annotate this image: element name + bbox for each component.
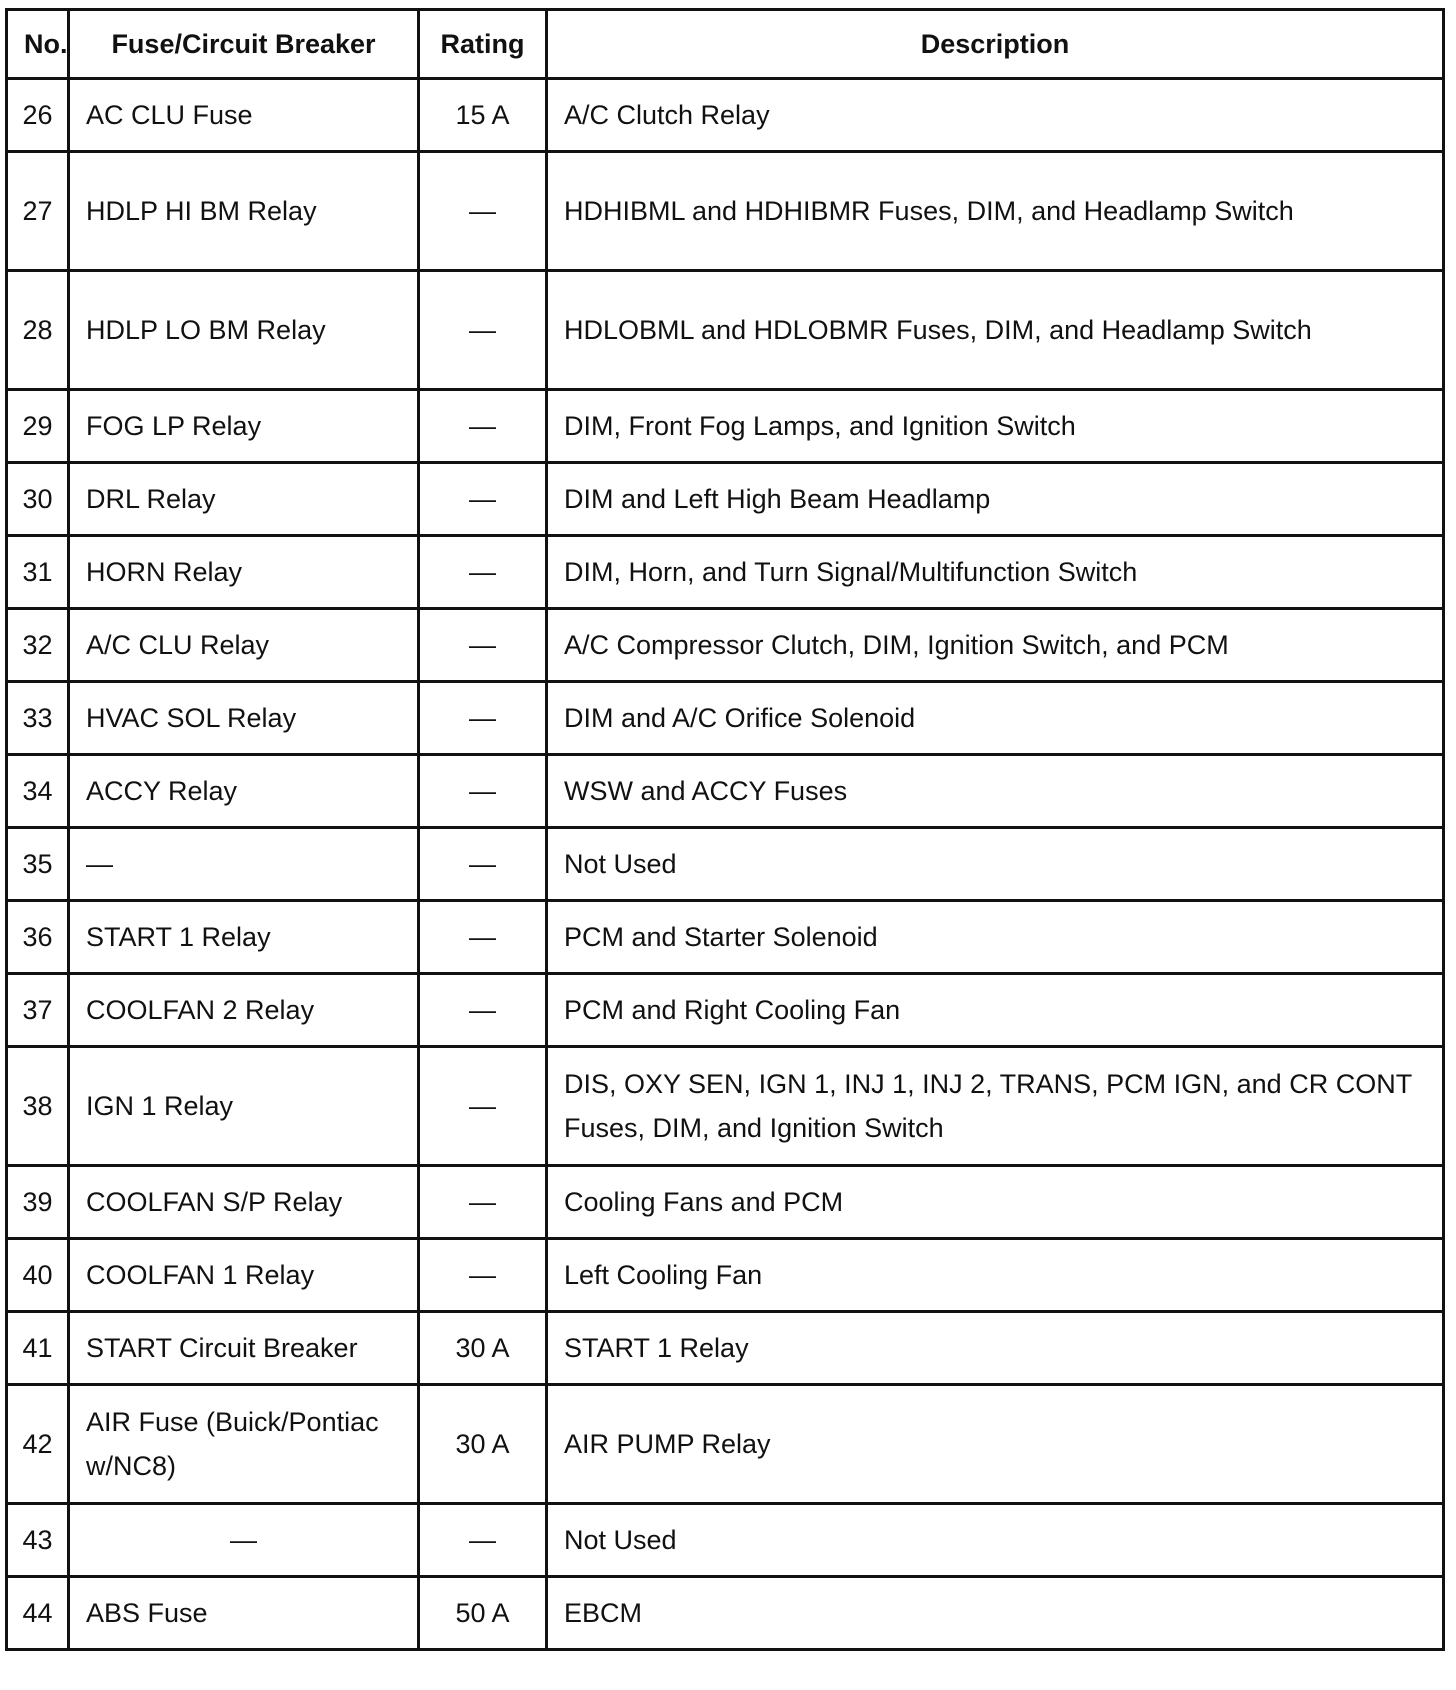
cell-description: DIM, Front Fog Lamps, and Ignition Switch xyxy=(547,390,1444,463)
cell-no: 33 xyxy=(7,682,69,755)
cell-rating: — xyxy=(419,1047,547,1166)
table-row xyxy=(7,1047,1444,1166)
cell-description: Not Used xyxy=(547,828,1444,901)
cell-fuse: HVAC SOL Relay xyxy=(69,682,419,755)
cell-fuse: AC CLU Fuse xyxy=(69,79,419,152)
cell-fuse: — xyxy=(69,1504,419,1577)
table-row xyxy=(7,609,1444,682)
cell-no: 36 xyxy=(7,901,69,974)
cell-no: 37 xyxy=(7,974,69,1047)
cell-fuse: ACCY Relay xyxy=(69,755,419,828)
cell-no: 44 xyxy=(7,1577,69,1650)
table-row xyxy=(7,901,1444,974)
cell-rating: — xyxy=(419,271,547,390)
table-row xyxy=(7,390,1444,463)
cell-no: 35 xyxy=(7,828,69,901)
table-row xyxy=(7,1166,1444,1239)
cell-description: Cooling Fans and PCM xyxy=(547,1166,1444,1239)
cell-description: HDHIBML and HDHIBMR Fuses, DIM, and Headlamp Switch xyxy=(547,152,1444,271)
table-row xyxy=(7,1504,1444,1577)
cell-no: 41 xyxy=(7,1312,69,1385)
cell-description: AIR PUMP Relay xyxy=(547,1385,1444,1504)
cell-rating: — xyxy=(419,755,547,828)
cell-fuse: — xyxy=(69,828,419,901)
cell-rating: 50 A xyxy=(419,1577,547,1650)
cell-rating: — xyxy=(419,682,547,755)
table-row xyxy=(7,536,1444,609)
cell-fuse: HDLP HI BM Relay xyxy=(69,152,419,271)
cell-fuse: FOG LP Relay xyxy=(69,390,419,463)
table-header-row xyxy=(7,10,1444,79)
cell-no: 31 xyxy=(7,536,69,609)
cell-description: HDLOBML and HDLOBMR Fuses, DIM, and Headlamp Switch xyxy=(547,271,1444,390)
cell-rating: — xyxy=(419,390,547,463)
table-row xyxy=(7,463,1444,536)
cell-no: 29 xyxy=(7,390,69,463)
table-row xyxy=(7,152,1444,271)
cell-no: 28 xyxy=(7,271,69,390)
cell-description: Left Cooling Fan xyxy=(547,1239,1444,1312)
header-fuse: Fuse/Circuit Breaker xyxy=(69,10,419,79)
table-row xyxy=(7,682,1444,755)
cell-rating: — xyxy=(419,1239,547,1312)
cell-rating: 30 A xyxy=(419,1385,547,1504)
cell-rating: — xyxy=(419,463,547,536)
cell-description: Not Used xyxy=(547,1504,1444,1577)
cell-rating: — xyxy=(419,1166,547,1239)
cell-rating: 15 A xyxy=(419,79,547,152)
cell-fuse: HORN Relay xyxy=(69,536,419,609)
table-row xyxy=(7,828,1444,901)
cell-no: 34 xyxy=(7,755,69,828)
cell-no: 26 xyxy=(7,79,69,152)
header-rating: Rating xyxy=(419,10,547,79)
cell-no: 42 xyxy=(7,1385,69,1504)
cell-fuse: AIR Fuse (Buick/Pontiac w/NC8) xyxy=(69,1385,419,1504)
cell-fuse: A/C CLU Relay xyxy=(69,609,419,682)
cell-rating: — xyxy=(419,152,547,271)
cell-fuse: IGN 1 Relay xyxy=(69,1047,419,1166)
cell-no: 39 xyxy=(7,1166,69,1239)
cell-fuse: COOLFAN S/P Relay xyxy=(69,1166,419,1239)
cell-no: 40 xyxy=(7,1239,69,1312)
cell-rating: — xyxy=(419,974,547,1047)
cell-description: START 1 Relay xyxy=(547,1312,1444,1385)
cell-rating: 30 A xyxy=(419,1312,547,1385)
cell-description: DIM and Left High Beam Headlamp xyxy=(547,463,1444,536)
cell-no: 30 xyxy=(7,463,69,536)
cell-rating: — xyxy=(419,609,547,682)
table-row xyxy=(7,79,1444,152)
cell-fuse: COOLFAN 1 Relay xyxy=(69,1239,419,1312)
fuse-table xyxy=(5,8,1445,1651)
header-no: No. xyxy=(7,10,69,79)
cell-description: PCM and Right Cooling Fan xyxy=(547,974,1444,1047)
cell-description: DIS, OXY SEN, IGN 1, INJ 1, INJ 2, TRANS, PCM IGN, and CR CONT Fuses, DIM, and Ignition Switch xyxy=(547,1047,1444,1166)
table-row xyxy=(7,1239,1444,1312)
cell-no: 27 xyxy=(7,152,69,271)
cell-rating: — xyxy=(419,901,547,974)
table-row xyxy=(7,271,1444,390)
cell-fuse: ABS Fuse xyxy=(69,1577,419,1650)
cell-description: DIM, Horn, and Turn Signal/Multifunction Switch xyxy=(547,536,1444,609)
table-row xyxy=(7,1385,1444,1504)
cell-description: DIM and A/C Orifice Solenoid xyxy=(547,682,1444,755)
cell-fuse: DRL Relay xyxy=(69,463,419,536)
cell-no: 43 xyxy=(7,1504,69,1577)
table-row xyxy=(7,1312,1444,1385)
table-row xyxy=(7,755,1444,828)
cell-no: 32 xyxy=(7,609,69,682)
cell-rating: — xyxy=(419,828,547,901)
cell-description: WSW and ACCY Fuses xyxy=(547,755,1444,828)
cell-fuse: COOLFAN 2 Relay xyxy=(69,974,419,1047)
cell-description: PCM and Starter Solenoid xyxy=(547,901,1444,974)
cell-description: A/C Clutch Relay xyxy=(547,79,1444,152)
cell-no: 38 xyxy=(7,1047,69,1166)
cell-fuse: HDLP LO BM Relay xyxy=(69,271,419,390)
cell-fuse: START 1 Relay xyxy=(69,901,419,974)
table-row xyxy=(7,974,1444,1047)
cell-description: A/C Compressor Clutch, DIM, Ignition Switch, and PCM xyxy=(547,609,1444,682)
header-description: Description xyxy=(547,10,1444,79)
cell-rating: — xyxy=(419,536,547,609)
cell-description: EBCM xyxy=(547,1577,1444,1650)
cell-fuse: START Circuit Breaker xyxy=(69,1312,419,1385)
cell-rating: — xyxy=(419,1504,547,1577)
table-row xyxy=(7,1577,1444,1650)
